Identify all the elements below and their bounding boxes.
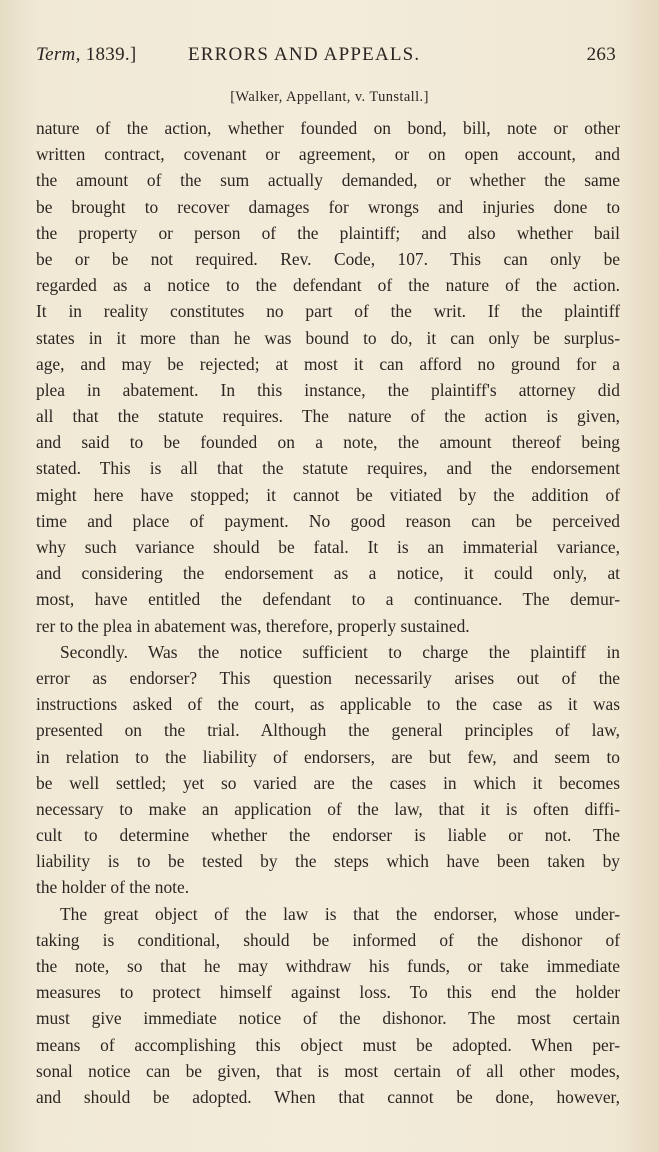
- text-line: in relation to the liability of endorsers, are but few, and seem to: [36, 746, 620, 767]
- text-line: be brought to recover damages for wrongs and injuries done to: [36, 196, 620, 217]
- text-line: why such variance should be fatal. It is an immaterial variance,: [36, 537, 620, 557]
- page-number: 263: [586, 44, 616, 65]
- text-line: the amount of the sum actually demanded, or whether the same: [36, 170, 620, 191]
- text-line: the holder of the note.: [36, 877, 190, 898]
- text-line: be well settled; yet so varied are the cases in which it becomes: [36, 772, 620, 793]
- text-line: error as endorser? This question necessarily arises out of the: [36, 667, 620, 688]
- text-line: plea in abatement. In this instance, the plaintiff's attorney did: [36, 379, 620, 400]
- text-line: measures to protect himself against loss. To this end the holder: [36, 982, 620, 1003]
- text-line: stated. This is all that the statute requires, and the endorsement: [36, 458, 620, 479]
- header-term: [36, 44, 137, 66]
- case-caption: [Walker, Appellant, v. Tunstall.]: [230, 89, 429, 105]
- text-line: nature of the action, whether founded on bond, bill, note or other: [36, 118, 620, 138]
- text-line: age, and may be rejected; at most it can afford no ground for a: [36, 353, 620, 374]
- text-line: The great object of the law is that the endorser, whose under-: [60, 903, 620, 924]
- text-line: states in it more than he was bound to do, it can only be surplus-: [36, 327, 620, 348]
- text-line: regarded as a notice to the defendant of the nature of the action.: [36, 275, 620, 296]
- text-line: and should be adopted. When that cannot be done, however,: [36, 1086, 620, 1107]
- body-text: [36, 115, 620, 1110]
- text-line: liability is to be tested by the steps which have been taken by: [36, 851, 620, 872]
- text-line: written contract, covenant or agreement, or on open account, and: [36, 144, 620, 165]
- text-line: all that the statute requires. The nature of the action is given,: [36, 406, 620, 427]
- text-line: must give immediate notice of the dishonor. The most certain: [36, 1008, 620, 1029]
- text-line: and considering the endorsement as a notice, it could only, at: [36, 563, 620, 584]
- text-line: most, have entitled the defendant to a continuance. The demur-: [36, 589, 620, 610]
- text-line: taking is conditional, should be informed of the dishonor of: [36, 929, 620, 950]
- text-line: sonal notice can be given, that is most certain of all other modes,: [36, 1060, 620, 1081]
- text-line: the note, so that he may withdraw his funds, or take immediate: [36, 956, 620, 976]
- text-line: means of accomplishing this object must be adopted. When per-: [36, 1034, 620, 1055]
- text-line: be or be not required. Rev. Code, 107. This can only be: [36, 248, 620, 269]
- text-line: instructions asked of the court, as applicable to the case as it was: [36, 694, 620, 715]
- text-line: It in reality constitutes no part of the writ. If the plaintiff: [36, 301, 620, 322]
- header-term-label: Term,: [36, 44, 81, 65]
- text-line: might here have stopped; it cannot be vitiated by the addition of: [36, 484, 620, 505]
- text-line: necessary to make an application of the law, that it is often diffi-: [36, 798, 620, 819]
- text-line: presented on the trial. Although the general principles of law,: [36, 720, 620, 741]
- text-line: rer to the plea in abatement was, therefore, properly sustained.: [36, 615, 470, 636]
- text-line: cult to determine whether the endorser is liable or not. The: [36, 825, 620, 846]
- text-line: time and place of payment. No good reason can be perceived: [36, 510, 620, 531]
- running-title: ERRORS AND APPEALS.: [188, 44, 421, 65]
- running-header: [36, 44, 616, 72]
- header-year: 1839.]: [85, 44, 137, 65]
- text-line: Secondly. Was the notice sufficient to charge the plaintiff in: [60, 641, 620, 662]
- text-line: and said to be founded on a note, the amount thereof being: [36, 432, 620, 453]
- text-line: the property or person of the plaintiff; and also whether bail: [36, 222, 620, 243]
